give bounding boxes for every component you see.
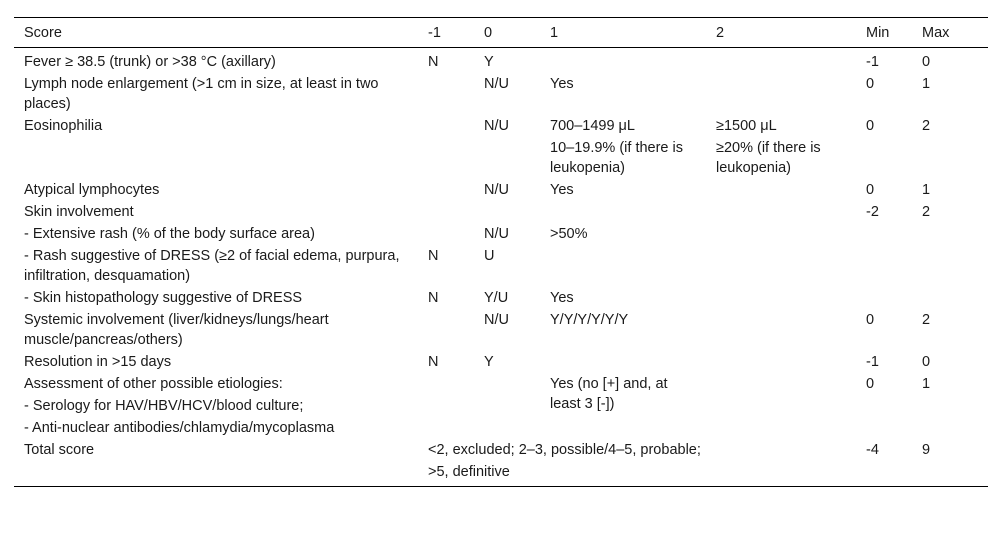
- cell-one: [540, 351, 706, 373]
- cell-zero: N/U: [484, 226, 509, 242]
- cell-zero: N/U: [484, 182, 509, 198]
- row-label: Lymph node enlargement (>1 cm in size, at least in two places): [24, 76, 379, 112]
- cell-one: Yes (no [+] and, at least 3 [-]): [550, 376, 668, 412]
- cell-max: 1: [922, 76, 931, 92]
- table-row-atypical-lymphocytes: [14, 179, 988, 201]
- header-two: 2: [716, 25, 725, 41]
- cell-zero: [474, 373, 540, 439]
- cell-one: Yes: [550, 182, 574, 198]
- table-row-fever: [14, 48, 988, 74]
- cell-minus-one: [418, 73, 474, 115]
- cell-one: [540, 201, 706, 223]
- header-zero: 0: [484, 25, 493, 41]
- table-row-total-score: [14, 439, 988, 487]
- row-label: - Rash suggestive of DRESS (≥2 of facial edema, purpura, infiltration, desquamation): [24, 248, 400, 284]
- cell-two: [706, 73, 856, 115]
- cell-min: 0: [866, 182, 875, 198]
- cell-zero: N/U: [484, 118, 509, 134]
- row-label: - Skin histopathology suggestive of DRESS: [24, 290, 303, 306]
- cell-max: 2: [922, 312, 931, 328]
- cell-max: 0: [922, 54, 931, 70]
- cell-minus-one: [418, 179, 474, 201]
- cell-zero: U: [484, 248, 495, 264]
- cell-two: [706, 223, 856, 245]
- table-row-extensive-rash: [14, 223, 988, 245]
- row-label: Fever ≥ 38.5 (trunk) or >38 °C (axillary): [24, 54, 276, 70]
- row-label: Eosinophilia: [24, 118, 103, 134]
- cell-min: 0: [866, 376, 875, 392]
- cell-one: Y/Y/Y/Y/Y/Y: [550, 312, 629, 328]
- cell-zero: Y: [484, 354, 494, 370]
- cell-one: >50%: [550, 226, 588, 242]
- row-label-antibodies: - Anti-nuclear antibodies/chlamydia/mycoplasma: [24, 420, 335, 436]
- cell-two: [706, 287, 856, 309]
- total-score-interpretation: [418, 439, 856, 487]
- table-row-eosinophilia: [14, 115, 988, 179]
- cell-two-value-percent: ≥20% (if there is leukopenia): [716, 140, 821, 176]
- cell-one: Yes: [550, 76, 574, 92]
- cell-minus-one: [418, 223, 474, 245]
- cell-max: 9: [922, 442, 931, 458]
- cell-max: [912, 223, 988, 245]
- header-min: Min: [866, 25, 890, 41]
- cell-one-value-percent: 10–19.9% (if there is leukopenia): [550, 140, 683, 176]
- header-minus-one: -1: [428, 25, 441, 41]
- dress-score-table-container: [14, 17, 988, 487]
- cell-max: 1: [922, 376, 931, 392]
- cell-two: [706, 245, 856, 287]
- cell-minus-one: [418, 309, 474, 351]
- cell-max: [912, 245, 988, 287]
- cell-min: -4: [866, 442, 879, 458]
- table-row-systemic-involvement: [14, 309, 988, 351]
- cell-min: 0: [866, 76, 875, 92]
- cell-max: 2: [922, 118, 931, 134]
- cell-max: 0: [922, 354, 931, 370]
- interpretation-line-2: >5, definitive: [428, 464, 510, 480]
- cell-one: [540, 115, 706, 179]
- cell-zero: N/U: [484, 76, 509, 92]
- cell-two: [706, 115, 856, 179]
- header-max: Max: [922, 25, 950, 41]
- dress-score-table: [14, 17, 988, 487]
- table-row-rash-suggestive: [14, 245, 988, 287]
- table-row-skin-involvement: [14, 201, 988, 223]
- table-row-lymph-node: [14, 73, 988, 115]
- cell-two-value-absolute: ≥1500 μL: [716, 118, 777, 134]
- cell-two: [706, 201, 856, 223]
- table-row-resolution: [14, 351, 988, 373]
- cell-min: -2: [866, 204, 879, 220]
- row-label: Skin involvement: [24, 204, 134, 220]
- cell-max: 1: [922, 182, 931, 198]
- cell-zero: Y/U: [484, 290, 509, 306]
- cell-one: [540, 48, 706, 74]
- cell-minus-one: N: [428, 54, 439, 70]
- cell-min: -1: [866, 54, 879, 70]
- cell-minus-one: [418, 201, 474, 223]
- interpretation-line-1: <2, excluded; 2–3, possible/4–5, probable;: [428, 442, 701, 458]
- cell-min: [856, 287, 912, 309]
- cell-zero: N/U: [484, 312, 509, 328]
- cell-minus-one: N: [428, 290, 439, 306]
- row-label: Systemic involvement (liver/kidneys/lungs/heart muscle/pancreas/others): [24, 312, 329, 348]
- cell-minus-one: [418, 115, 474, 179]
- cell-minus-one: N: [428, 248, 439, 264]
- cell-minus-one: N: [428, 354, 439, 370]
- row-label-serology: - Serology for HAV/HBV/HCV/blood culture;: [24, 398, 304, 414]
- row-label: - Extensive rash (% of the body surface area): [24, 226, 315, 242]
- cell-two: [706, 373, 856, 439]
- cell-min: 0: [866, 312, 875, 328]
- cell-min: 0: [866, 118, 875, 134]
- cell-max: 2: [922, 204, 931, 220]
- cell-one: [540, 245, 706, 287]
- row-label-heading: Assessment of other possible etiologies:: [24, 376, 283, 392]
- cell-min: -1: [866, 354, 879, 370]
- table-header-row: [14, 18, 988, 48]
- cell-two: [706, 48, 856, 74]
- cell-max: [912, 287, 988, 309]
- cell-minus-one: [418, 373, 474, 439]
- row-label: [14, 373, 418, 439]
- cell-min: [856, 245, 912, 287]
- cell-two: [706, 351, 856, 373]
- cell-two: [706, 179, 856, 201]
- cell-min: [856, 223, 912, 245]
- table-row-other-etiologies: [14, 373, 988, 439]
- cell-one-value-absolute: 700–1499 μL: [550, 118, 635, 134]
- row-label: Total score: [24, 442, 95, 458]
- row-label: Resolution in >15 days: [24, 354, 172, 370]
- cell-zero: Y: [484, 54, 494, 70]
- cell-two: [706, 309, 856, 351]
- row-label: Atypical lymphocytes: [24, 182, 160, 198]
- table-row-skin-histopathology: [14, 287, 988, 309]
- header-score: Score: [24, 25, 62, 41]
- cell-one: Yes: [550, 290, 574, 306]
- header-one: 1: [550, 25, 559, 41]
- cell-zero: [474, 201, 540, 223]
